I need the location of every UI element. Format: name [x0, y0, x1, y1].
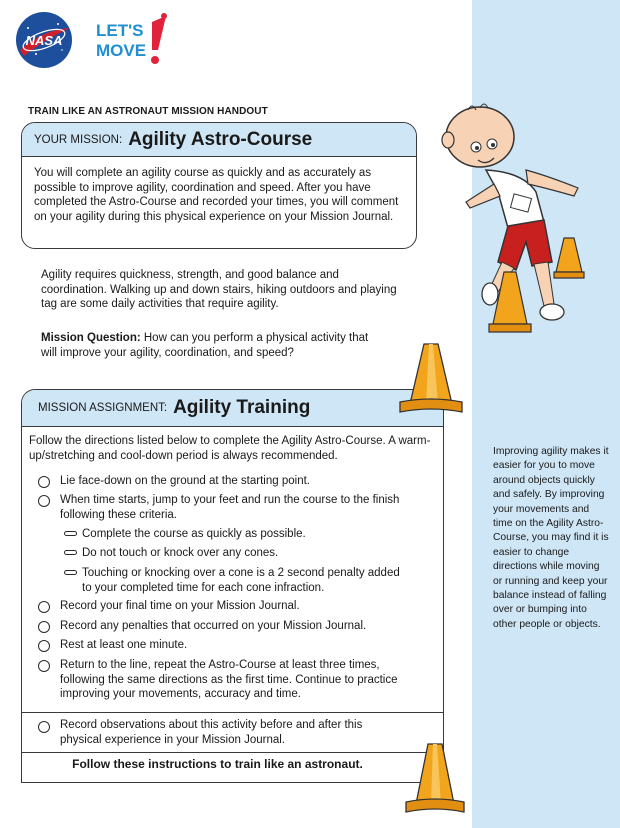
assignment-title: Agility Training	[173, 397, 311, 418]
letsmove-line2: MOVE	[96, 41, 147, 60]
observation-step: Record observations about this activity before and after this physical experience in your Mission Journal.	[60, 719, 363, 746]
criterion-2: Do not touch or knock over any cones.	[82, 547, 279, 559]
assignment-header	[22, 390, 443, 427]
assignment-box	[21, 389, 444, 783]
divider	[22, 752, 443, 753]
mission-header	[22, 123, 416, 157]
step-checkbox[interactable]	[38, 621, 50, 633]
step-1: Lie face-down on the ground at the starting point.	[60, 475, 310, 487]
mission-label: YOUR MISSION:	[34, 133, 123, 146]
step-checkbox[interactable]	[38, 660, 50, 672]
step-checkbox[interactable]	[38, 495, 50, 507]
letsmove-logo	[94, 10, 174, 72]
step-checkbox[interactable]	[38, 476, 50, 488]
mission-title: Agility Astro-Course	[128, 128, 313, 150]
criterion-bullet	[64, 570, 77, 575]
step-6: Return to the line, repeat the Astro-Course at least three times, following the same directions as the first time. Continue to practice improving your movements, accuracy and time.	[60, 659, 398, 701]
mission-box	[21, 122, 417, 249]
nasa-logo-text: NASA	[25, 33, 63, 48]
handout-title: TRAIN LIKE AN ASTRONAUT MISSION HANDOUT	[28, 106, 268, 117]
step-checkbox[interactable]	[38, 721, 50, 733]
step-3: Record your final time on your Mission Journal.	[60, 600, 300, 612]
criterion-1: Complete the course as quickly as possible.	[82, 528, 306, 540]
cone-illustration	[396, 340, 466, 416]
criterion-3: Touching or knocking over a cone is a 2 second penalty added to your completed time for each cone infraction.	[82, 567, 400, 594]
letsmove-line1: LET'S	[96, 21, 144, 40]
cone-illustration	[404, 740, 466, 816]
step-4: Record any penalties that occurred on your Mission Journal.	[60, 620, 367, 632]
agility-paragraph: Agility requires quickness, strength, and good balance and coordination. Walking up and down stairs, hiking outdoors and playing tag are some daily activities that require agility.	[41, 269, 397, 311]
divider	[22, 712, 443, 713]
step-checkbox[interactable]	[38, 640, 50, 652]
cone-illustration	[487, 270, 533, 334]
assignment-label: MISSION ASSIGNMENT:	[38, 402, 168, 414]
assignment-intro: Follow the directions listed below to complete the Agility Astro-Course. A warm-up/stretching and cool-down period is always recommended.	[29, 435, 431, 462]
nasa-logo	[14, 10, 74, 70]
criterion-bullet	[64, 550, 77, 555]
mission-question	[41, 331, 381, 360]
step-5: Rest at least one minute.	[60, 639, 188, 651]
step-2: When time starts, jump to your feet and run the course to the finish following these criteria.	[60, 494, 400, 521]
side-note: Improving agility makes it easier for you to move around objects quickly and safely. By improving your movements and time on the Agility Astro-Course, you may find it is easier to change directions while moving or running and keep your balance instead of falling over or bumping into other people or objects.	[493, 446, 609, 630]
mission-question-label: Mission Question:	[41, 332, 141, 344]
mission-question-text: How can you perform a physical activity that will improve your agility, coordination, and speed?	[41, 332, 369, 359]
cone-illustration	[552, 236, 586, 280]
step-checkbox[interactable]	[38, 601, 50, 613]
mission-description: You will complete an agility course as quickly and as accurately as possible to improve agility, coordination and speed. After you have completed the Astro-Course and recorded your times, you will comment on your agility during this physical experience on your Mission Journal.	[34, 167, 399, 223]
assignment-footer: Follow these instructions to train like an astronaut.	[72, 757, 363, 771]
criterion-bullet	[64, 531, 77, 536]
